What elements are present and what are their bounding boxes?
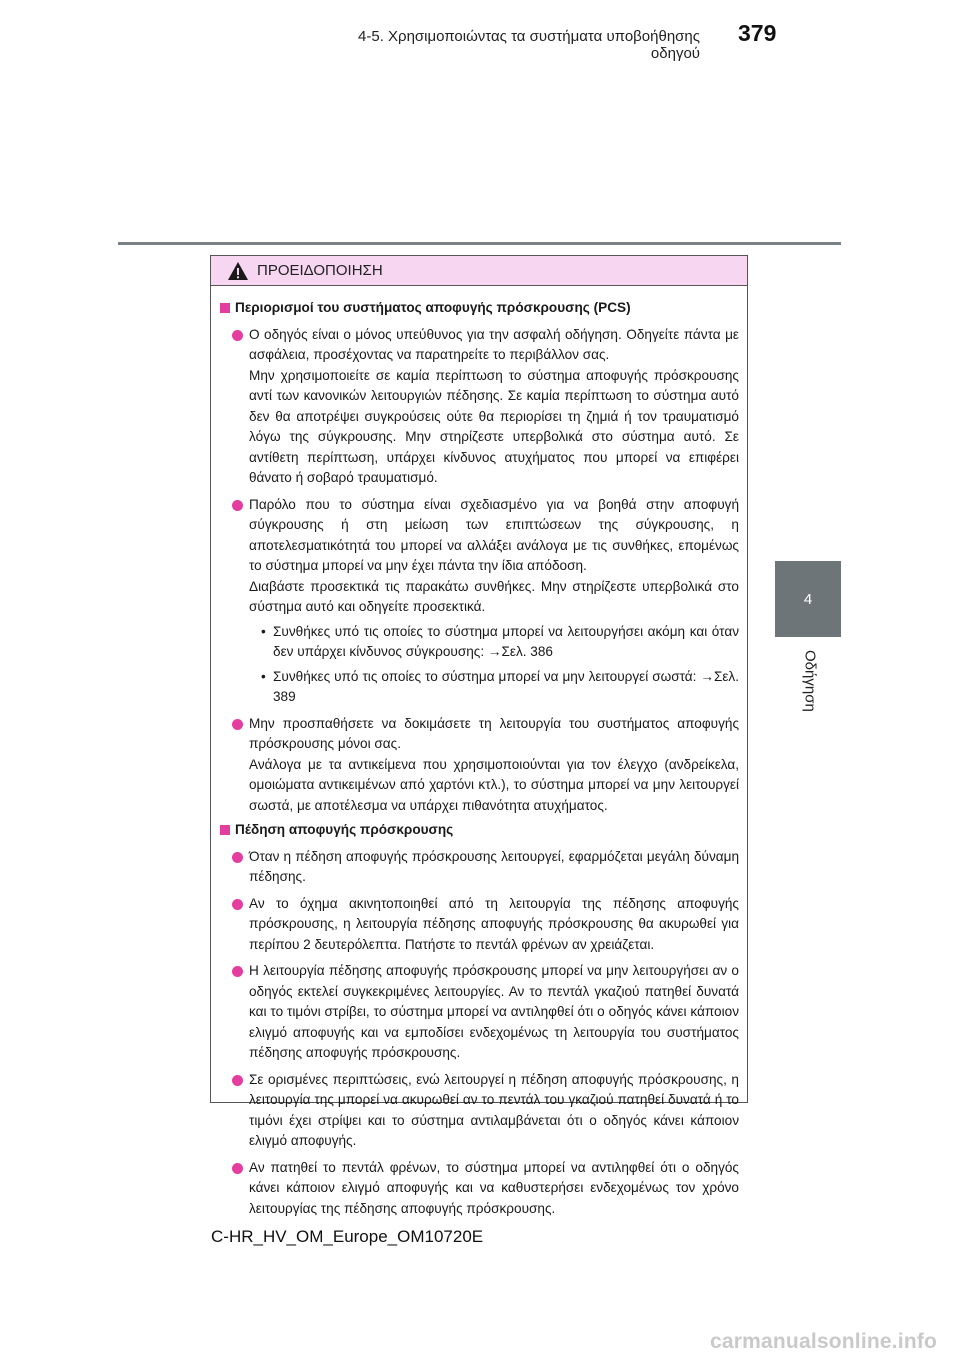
bullet-item xyxy=(220,847,739,888)
header-rule xyxy=(118,242,841,245)
paragraph: Όταν η πέδηση αποφυγής πρόσκρουσης λειτουργεί, εφαρμόζεται μεγάλη δύναμη πέδησης. xyxy=(249,848,739,884)
chapter-number: 4 xyxy=(803,590,813,608)
paragraph: Αν το όχημα ακινητοποιηθεί από τη λειτουργία της πέδησης αποφυγής πρόσκρουσης, η λειτουργία πέδησης αποφυγής πρόσκρουσης θα ακυρωθεί για περίπου 2 δευτερόλεπτα. Πατήστε το πεντάλ φρένων αν χρειάζεται. xyxy=(249,895,739,952)
paragraph: Η λειτουργία πέδησης αποφυγής πρόσκρουσης μπορεί να μην λειτουργήσει αν ο οδηγός εκτελεί συγκεκριμένες λειτουργίες. Αν το πεντάλ γκαζιού πατηθεί δυνατά και το τιμόνι στρίβει, το σύστημα μπορεί να αντιληφθεί ότι ο οδηγός κάνει κάποιον ελιγμό αποφυγής και να εμποδίσει ενδεχομένως τη λειτουργία του συστήματος πέδησης αποφυγής πρόσκρουσης. xyxy=(249,963,739,1060)
section-title-text: Πέδηση αποφυγής πρόσκρουσης xyxy=(235,822,454,837)
square-bullet-icon xyxy=(220,825,230,835)
sub-item xyxy=(249,667,739,708)
dot-bullet-icon xyxy=(232,966,243,977)
sub-item xyxy=(249,622,739,663)
warning-triangle-icon xyxy=(227,261,249,281)
section-title xyxy=(220,298,739,319)
bullet-text xyxy=(249,1158,739,1220)
bullet-item xyxy=(220,894,739,956)
paragraph: Μην προσπαθήσετε να δοκιμάσετε τη λειτουργία του συστήματος αποφυγής πρόσκρουσης μόνοι σας. xyxy=(249,715,739,751)
dot-bullet-icon xyxy=(232,1163,243,1174)
paragraph: Αν πατηθεί το πεντάλ φρένων, το σύστημα μπορεί να αντιληφθεί ότι ο οδηγός κάνει κάποιον ελιγμό αποφυγής και να καθυστερήσει ενδεχομένως τον χρόνο λειτουργίας της πέδησης αποφυγής πρόσκρουσης. xyxy=(249,1159,739,1216)
section-header: 4-5. Χρησιμοποιώντας τα συστήματα υποβοήθησης οδηγού xyxy=(358,28,700,62)
sub-bullet-icon: • xyxy=(261,668,266,684)
watermark: carmanualsonline.info xyxy=(710,1330,938,1353)
warning-header xyxy=(211,256,747,286)
chapter-tab[interactable] xyxy=(775,561,841,637)
bullet-item xyxy=(220,714,739,817)
dot-bullet-icon xyxy=(232,852,243,863)
bullet-item xyxy=(220,961,739,1064)
bullet-text xyxy=(249,714,739,817)
bullet-text xyxy=(249,847,739,888)
dot-bullet-icon xyxy=(232,500,243,511)
section-title-text: Περιορισμοί του συστήματος αποφυγής πρόσκρουσης (PCS) xyxy=(235,300,631,315)
dot-bullet-icon xyxy=(232,1075,243,1086)
chapter-label: Οδήγηση xyxy=(801,650,819,712)
bullet-item xyxy=(220,325,739,489)
paragraph: Παρόλο που το σύστημα είναι σχεδιασμένο για να βοηθά στην αποφυγή σύγκρουσης ή στη μείωση των επιπτώσεων της σύγκρουσης, η αποτελεσματικότητά του μπορεί να αλλάξει ανάλογα με τις συνθήκες, επομένως το σύστημα μπορεί να μην έχει πάντα την ίδια απόδοση. xyxy=(249,496,739,573)
document-code: C-HR_HV_OM_Europe_OM10720E xyxy=(211,1227,484,1246)
sub-item-text: Συνθήκες υπό τις οποίες το σύστημα μπορεί να λειτουργήσει ακόμη και όταν δεν υπάρχει κίνδυνος σύγκρουσης: →Σελ. 386 xyxy=(273,623,739,659)
dot-bullet-icon xyxy=(232,899,243,910)
bullet-text xyxy=(249,325,739,489)
bullet-text xyxy=(249,894,739,956)
paragraph: Μην χρησιμοποιείτε σε καμία περίπτωση το σύστημα αποφυγής πρόσκρουσης αντί των κανονικών λειτουργιών πέδησης. Σε καμία περίπτωση το σύστημα αυτό δεν θα αποτρέψει συγκρούσεις ούτε θα περιορίσει τη ζημιά ή τον τραυματισμό λόγω της σύγκρουσης. Μην στηρίζεστε υπερβολικά στο σύστημα αυτό. Σε αντίθετη περίπτωση, υπάρχει κίνδυνος ατυχήματος που μπορεί να επιφέρει θάνατο ή σοβαρό τραυματισμό. xyxy=(249,367,739,485)
bullet-text xyxy=(249,961,739,1064)
page-number: 379 xyxy=(738,20,777,46)
bullet-item xyxy=(220,1158,739,1220)
sub-bullet-icon: • xyxy=(261,623,266,639)
warning-title: ΠΡΟΕΙΔΟΠΟΙΗΣΗ xyxy=(257,262,383,279)
warning-box xyxy=(210,255,748,1216)
dot-bullet-icon xyxy=(232,719,243,730)
paragraph: Ο οδηγός είναι ο μόνος υπεύθυνος για την ασφαλή οδήγηση. Οδηγείτε πάντα με ασφάλεια, προσέχοντας να παρατηρείτε το περιβάλλον σας. xyxy=(249,326,739,362)
paragraph: Διαβάστε προσεκτικά τις παρακάτω συνθήκες. Μην στηρίζεστε υπερβολικά στο σύστημα αυτό και οδηγείτε προσεκτικά. xyxy=(249,578,739,614)
section-title xyxy=(220,820,739,841)
square-bullet-icon xyxy=(220,303,230,313)
bullet-text xyxy=(249,495,739,708)
dot-bullet-icon xyxy=(232,330,243,341)
paragraph: Ανάλογα με τα αντικείμενα που χρησιμοποιούνται για τον έλεγχο (ανδρείκελα, ομοιώματα αντικειμένων από χαρτόνι κτλ.), το σύστημα μπορεί να μην λειτουργεί σωστά, με αποτέλεσμα να υπάρχει πιθανότητα ατυχήματος. xyxy=(249,756,739,813)
paragraph: Σε ορισμένες περιπτώσεις, ενώ λειτουργεί η πέδηση αποφυγής πρόσκρουσης, η λειτουργία της μπορεί να ακυρωθεί αν το πεντάλ του γκαζιού πατηθεί δυνατά ή το τιμόνι έχει στρίψει και το σύστημα αντιλαμβάνεται ότι ο οδηγός κάνει κάποιον ελιγμό αποφυγής. xyxy=(249,1071,739,1148)
sub-item-text: Συνθήκες υπό τις οποίες το σύστημα μπορεί να μην λειτουργεί σωστά: →Σελ. 389 xyxy=(273,668,739,704)
warning-content xyxy=(211,286,747,1219)
bullet-text xyxy=(249,1070,739,1152)
bullet-item xyxy=(220,1070,739,1152)
bullet-item xyxy=(220,495,739,708)
